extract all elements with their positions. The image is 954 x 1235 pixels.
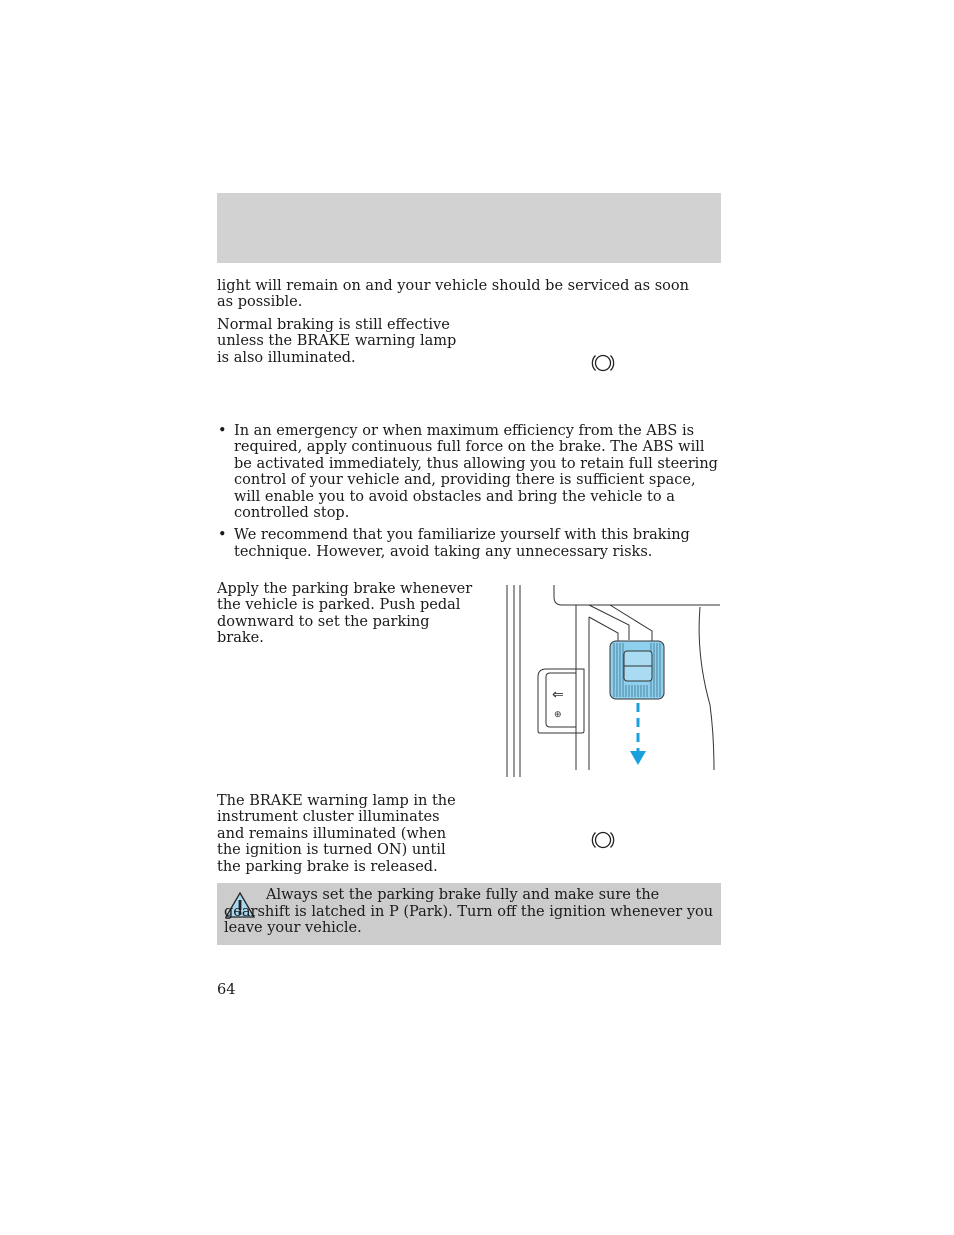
list-item: • In an emergency or when maximum efficiency from the ABS is required, apply continuous full force on the brake. The ABS will be activated immediately, thus allowing you to retain full steering control of your vehicle and, providing there is sufficient space, will enable you to avoid obstacles and bring the vehicle to a controlled stop.	[218, 423, 718, 522]
parking-brake-apply-text: Apply the parking brake whenever the vehicle is parked. Push pedal downward to set the parking brake.	[217, 581, 473, 647]
list-item: • We recommend that you familiarize yourself with this braking technique. However, avoid taking any unnecessary risks.	[218, 527, 690, 560]
section-header-bar	[217, 193, 721, 263]
parking-brake-pedal-illustration	[500, 585, 722, 777]
abs-bullet-list	[217, 423, 723, 566]
brake-lamp-text: The BRAKE warning lamp in the instrument cluster illuminates and remains illuminated (when the ignition is turned ON) until the parking brake is released.	[217, 793, 456, 875]
svg-text:⇐: ⇐	[552, 687, 564, 703]
brake-warning-lamp-icon	[589, 828, 617, 852]
intro-continuation: light will remain on and your vehicle should be serviced as soon as possible.	[217, 278, 689, 311]
warning-text: Always set the parking brake fully and make sure the gearshift is latched in P (Park). Turn off the ignition whenever you leave your vehicle.	[224, 887, 714, 937]
warning-box	[217, 883, 721, 945]
normal-braking-text: Normal braking is still effective unless the BRAKE warning lamp is also illuminated.	[217, 317, 457, 366]
svg-text:⊕: ⊕	[554, 710, 562, 720]
page-number: 64	[217, 982, 236, 998]
brake-warning-lamp-icon	[589, 351, 617, 375]
